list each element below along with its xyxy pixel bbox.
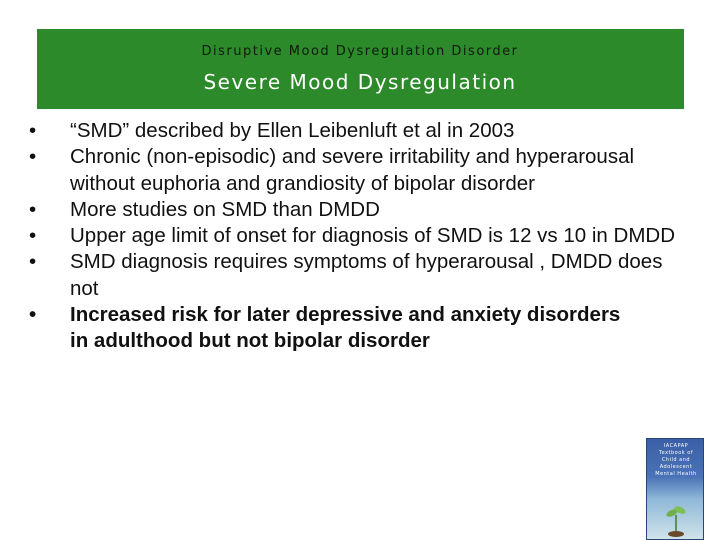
bullet-list [26, 118, 686, 355]
bullet-marker: • [29, 119, 37, 142]
seedling-icon [665, 501, 687, 537]
bullet-item [26, 144, 686, 197]
slide-subtitle: Disruptive Mood Dysregulation Disorder [201, 44, 519, 59]
bullet-text: Upper age limit of onset for diagnosis of SMD is 12 vs 10 in DMDD [70, 224, 676, 248]
slide-title: Severe Mood Dysregulation [203, 70, 517, 94]
bullet-text: More studies on SMD than DMDD [70, 197, 380, 221]
textbook-cover-icon [646, 438, 704, 540]
bullet-item-emphasis [26, 302, 630, 355]
bullet-marker: • [29, 303, 37, 327]
bullet-text: Increased risk for later depressive and anxiety disorders in adulthood but not bipolar disorder [70, 303, 621, 353]
bullet-text: SMD diagnosis requires symptoms of hyperarousal , DMDD does not [70, 250, 663, 300]
textbook-cover-title: IACAPAP Textbook of Child and Adolescent Mental Health [655, 443, 697, 477]
bullet-text: Chronic (non-episodic) and severe irritability and hyperarousal without euphoria and grandiosity of bipolar disorder [70, 145, 635, 195]
bullet-marker: • [29, 145, 37, 169]
bullet-marker: • [29, 197, 37, 221]
bullet-item [26, 223, 686, 249]
bullet-marker: • [29, 224, 37, 248]
bullet-marker: • [29, 250, 37, 274]
bullet-text: “SMD” described by Ellen Leibenluft et al in 2003 [70, 119, 515, 142]
bullet-item [26, 249, 686, 302]
title-banner [37, 29, 684, 109]
bullet-item [26, 118, 686, 144]
bullet-item [26, 197, 686, 223]
